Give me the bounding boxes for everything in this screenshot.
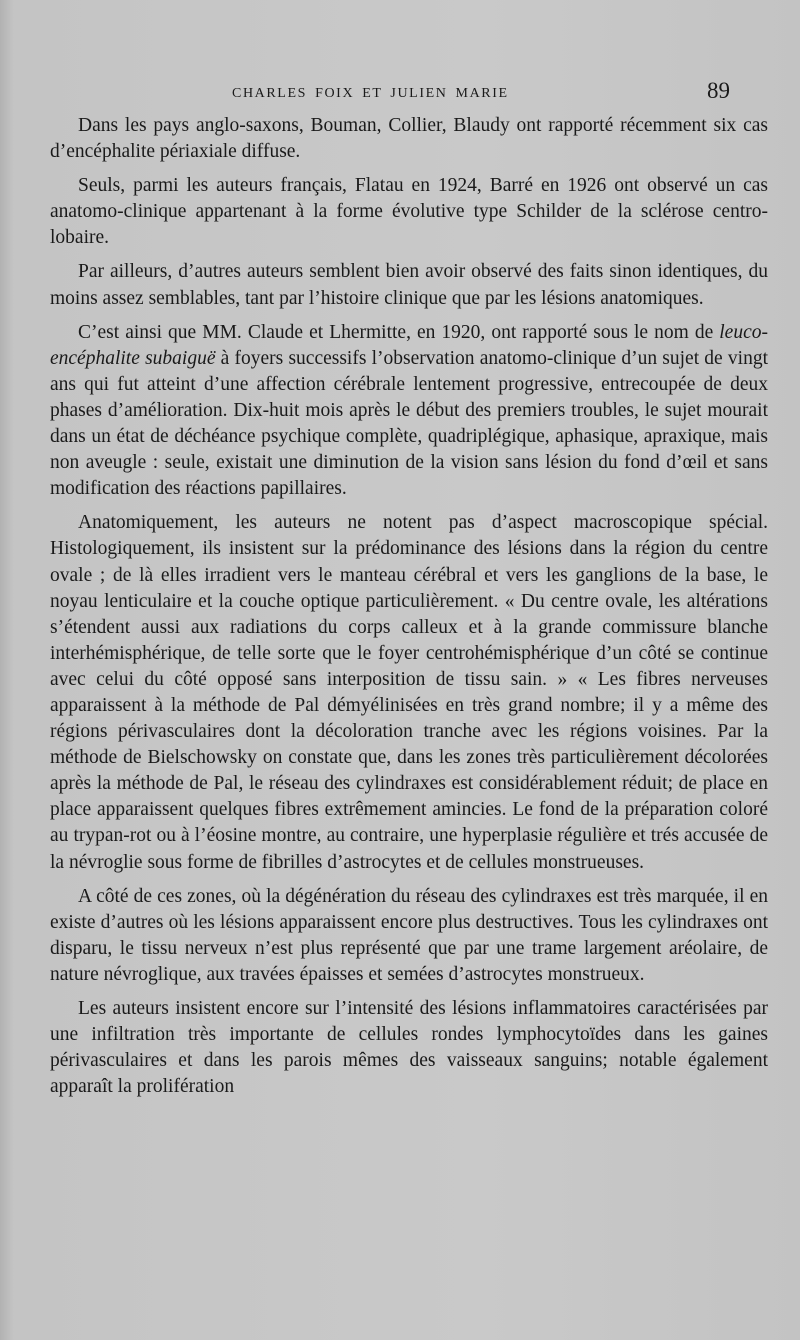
paragraph-1: Dans les pays anglo-saxons, Bouman, Collier, Blaudy ont rapporté récemment six cas d’encéphalite périaxiale diffuse. — [50, 115, 768, 163]
page-number: 89 — [707, 78, 730, 103]
page-header — [0, 78, 800, 108]
paragraph-4-after: à foyers successifs l’observation anatomo-clinique d’un sujet de vingt ans qui fut atteint d’une affection cérébrale lentement progressive, entrecoupée de deux phases d’amélioration. Dix-huit mois après le début des premiers troubles, le sujet mourait dans un état de déchéance psychique complète, quadriplégique, aphasique, apraxique, mais non aveugle : seule, existait une diminution de la vision sans lésion du fond d’œil et sans modification des réactions papillaires. — [50, 347, 768, 500]
paragraph-3: Par ailleurs, d’autres auteurs semblent bien avoir observé des faits sinon identiques, du moins assez semblables, tant par l’histoire clinique que par les lésions anatomiques. — [50, 261, 768, 309]
running-head: CHARLES FOIX ET JULIEN MARIE — [232, 86, 509, 101]
paragraph-4-italic: leuco-encéphalite subaiguë — [50, 321, 768, 369]
paragraph-6: A côté de ces zones, où la dégénération du réseau des cylindraxes est très marquée, il en existe d’autres où les lésions apparaissent encore plus destructives. Tous les cylindraxes ont disparu, le tissu nerveux n’est plus représenté que par une trame largement aréolaire, de nature névroglique, aux travées épaisses et semées d’astrocytes monstrueux. — [50, 885, 768, 985]
paragraph-2: Seuls, parmi les auteurs français, Flatau en 1924, Barré en 1926 ont observé un cas anatomo-clinique appartenant à la forme évolutive type Schilder de la sclérose centro-lobaire. — [50, 175, 768, 249]
paragraph-4 — [50, 320, 768, 503]
body-text — [50, 113, 768, 1108]
paragraph-7: Les auteurs insistent encore sur l’intensité des lésions inflammatoires caractérisées par une infiltration très importante de cellules rondes lymphocytoïdes dans les gaines périvasculaires et dans les parois mêmes des vaisseaux sanguins; notable également apparaît la prolifération — [50, 998, 768, 1098]
paragraph-5: Anatomiquement, les auteurs ne notent pas d’aspect macroscopique spécial. Histologiquement, ils insistent sur la prédominance des lésions dans la région du centre ovale ; de là elles irradient vers le manteau cérébral et vers les ganglions de la base, le noyau lenticulaire et la couche optique particulièrement. « Du centre ovale, les altérations s’étendent aussi aux radiations du corps calleux et à la grande commissure blanche interhémisphérique, de telle sorte que le foyer centrohémisphérique d’un côté se continue avec celui du côté opposé sans interposition de tissu sain. » « Les fibres nerveuses apparaissent à la méthode de Pal démyélinisées en très grand nombre; il y a même des régions périvasculaires dont la décoloration tranche avec les régions voisines. Par la méthode de Bielschowsky on constate que, dans les zones très particulièrement décolorées après la méthode de Pal, le réseau des cylindraxes est considérablement réduit; de place en place apparaissent quelques fibres extrêmement amincies. Le fond de la préparation coloré au trypan-rot ou à l’éosine montre, au contraire, une hyperplasie régulière et trés accusée de la névroglie sous forme de fibrilles d’astrocytes et de cellules monstrueuses. — [50, 512, 768, 873]
paragraph-4-before: C’est ainsi que MM. Claude et Lhermitte, en 1920, ont rapporté sous le nom de — [78, 321, 720, 343]
